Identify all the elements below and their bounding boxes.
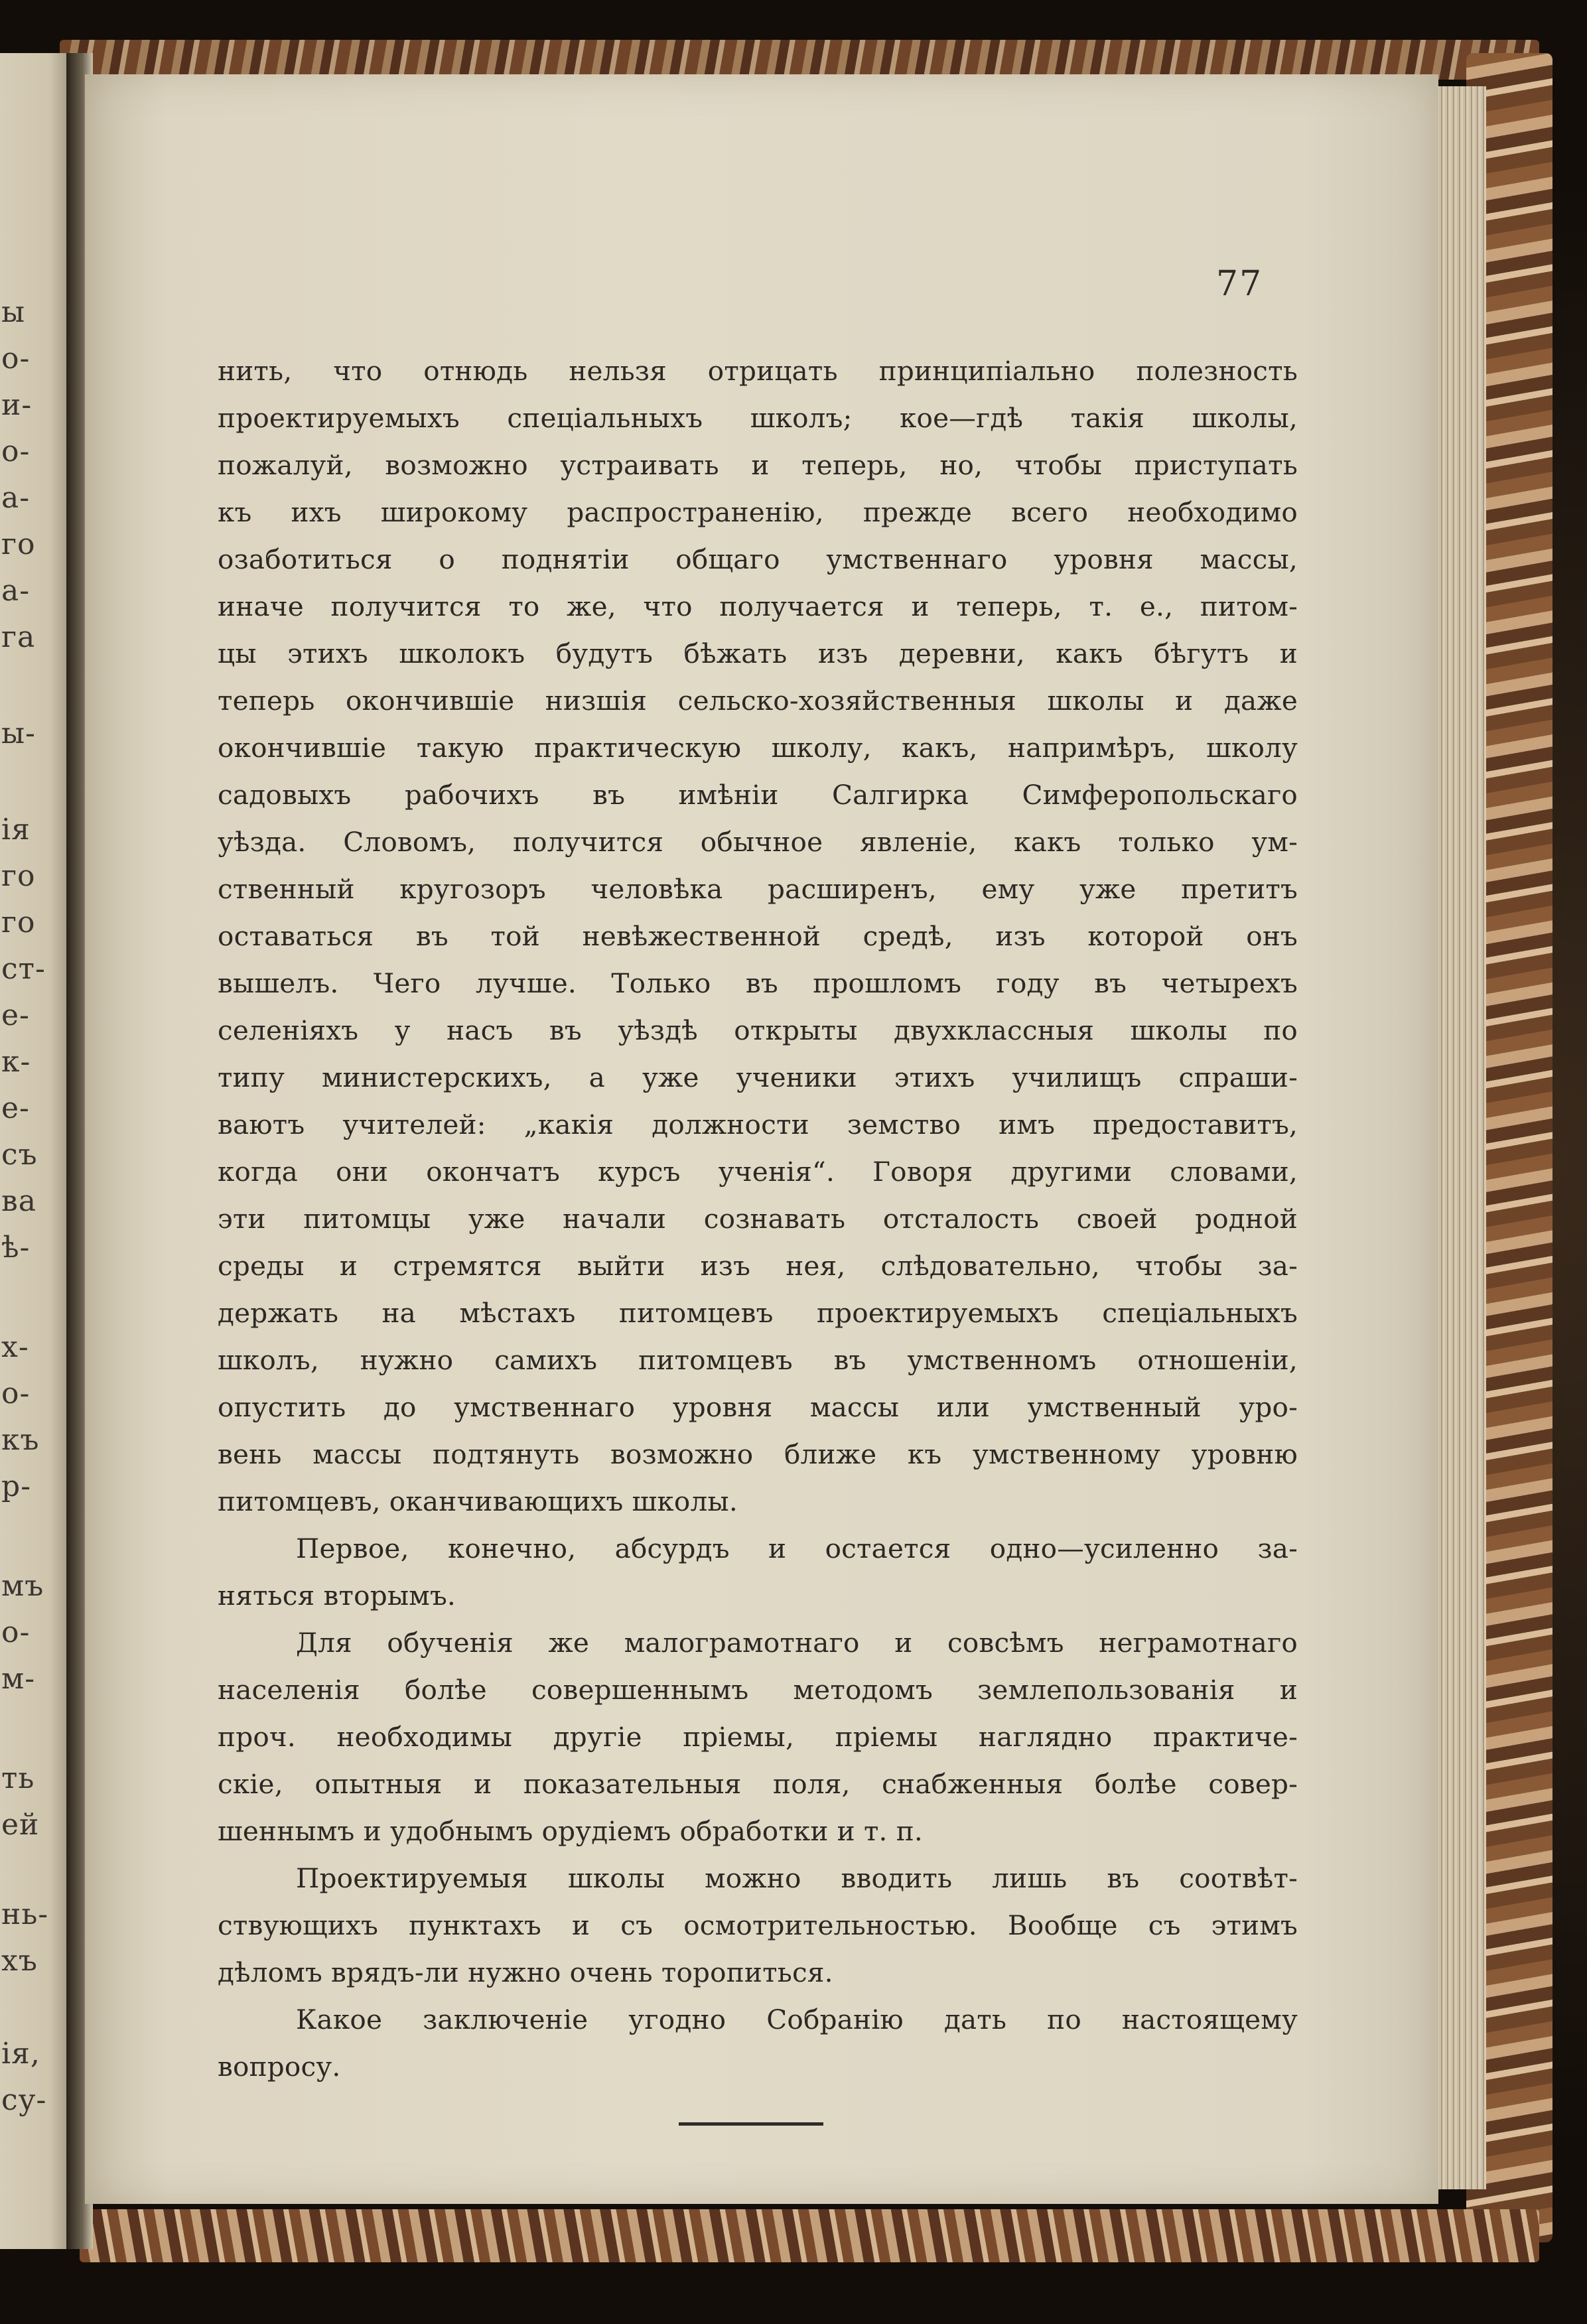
- text-line: дѣломъ врядъ-ли нужно очень торопиться.: [218, 1956, 833, 1988]
- left-page-fragment: р-: [1, 1470, 32, 1503]
- book-cover-bottom-edge: [80, 2209, 1539, 2262]
- left-page-fragment: е-: [1, 1091, 30, 1125]
- text-line: типу министерскихъ, а уже ученики этихъ училищъ спраши-: [218, 1061, 1298, 1093]
- text-line: населенія болѣе совершеннымъ методомъ землепользованія и: [218, 1674, 1298, 1706]
- left-page-fragment: го: [1, 527, 36, 561]
- end-rule: [679, 2122, 823, 2126]
- left-page-fragment: iя: [1, 813, 31, 847]
- text-line: нить, что отнюдь нельзя отрицать принципіально полезность: [218, 355, 1298, 387]
- page-stack-edge: [1433, 86, 1486, 2189]
- text-line: скіе, опытныя и показательныя поля, снабженныя болѣе совер-: [218, 1768, 1298, 1800]
- left-page-fragment: о-: [1, 1377, 31, 1410]
- text-line: иначе получится то же, что получается и теперь, т. е., питом-: [218, 590, 1298, 622]
- left-page-fragment: го: [1, 906, 36, 939]
- text-line: эти питомцы уже начали сознавать отсталость своей родной: [218, 1203, 1298, 1235]
- text-line: опустить до умственнаго уровня массы или умственный уро-: [218, 1391, 1298, 1423]
- left-page-fragment: ва: [1, 1184, 37, 1218]
- page-text: [218, 348, 1298, 2090]
- left-page-fragment: ѣ-: [1, 1231, 31, 1265]
- text-line: питомцевъ, оканчивающихъ школы.: [218, 1485, 738, 1517]
- left-page-fragment: м-: [1, 1662, 36, 1696]
- left-page-fragment: а-: [1, 481, 31, 515]
- left-page-fragment: iя,: [1, 2037, 40, 2071]
- left-facing-page: [0, 53, 72, 2249]
- left-page-fragment: съ: [1, 1138, 38, 1172]
- text-line: няться вторымъ.: [218, 1580, 456, 1611]
- left-page-fragment: ст-: [1, 952, 46, 986]
- text-line: вышелъ. Чего лучше. Только въ прошломъ году въ четырехъ: [218, 967, 1298, 999]
- left-page-fragment: е-: [1, 998, 30, 1032]
- left-page-fragment: хъ: [1, 1944, 38, 1978]
- text-line: ваютъ учителей: „какія должности земство имъ предоставитъ,: [218, 1109, 1298, 1140]
- text-line: проектируемыхъ спеціальныхъ школъ; кое—гдѣ такія школы,: [218, 402, 1298, 434]
- left-page-fragment: ы: [1, 295, 26, 329]
- text-line: среды и стремятся выйти изъ нея, слѣдовательно, чтобы за-: [218, 1250, 1298, 1282]
- text-line: окончившіе такую практическую школу, какъ, напримѣръ, школу: [218, 732, 1298, 764]
- text-line: Проектируемыя школы можно вводить лишь въ соотвѣт-: [296, 1862, 1298, 1894]
- left-page-fragment: га: [1, 620, 36, 654]
- text-line: проч. необходимы другіе пріемы, пріемы наглядно практиче-: [218, 1721, 1298, 1753]
- left-page-fragment: ы-: [1, 717, 36, 750]
- text-line: Какое заключеніе угодно Собранію дать по настоящему: [296, 2004, 1298, 2035]
- left-page-fragment: к-: [1, 1045, 31, 1079]
- left-page-fragment: о-: [1, 1615, 31, 1649]
- text-line: шеннымъ и удобнымъ орудіемъ обработки и т. п.: [218, 1815, 923, 1847]
- left-page-fragment: го: [1, 859, 36, 893]
- left-page-fragment: и-: [1, 388, 33, 422]
- left-page-fragment: ей: [1, 1808, 40, 1842]
- book-cover-top-edge: [60, 40, 1539, 80]
- left-page-fragment: х-: [1, 1330, 29, 1364]
- text-line: оставаться въ той невѣжественной средѣ, изъ которой онъ: [218, 920, 1298, 952]
- text-line: селеніяхъ у насъ въ уѣздѣ открыты двухклассныя школы по: [218, 1014, 1298, 1046]
- page-number: 77: [1216, 264, 1263, 304]
- left-page-fragment: су-: [1, 2083, 47, 2117]
- left-page-fragment: къ: [1, 1423, 40, 1457]
- text-line: къ ихъ широкому распространенію, прежде всего необходимо: [218, 496, 1298, 528]
- left-page-fragment: о-: [1, 342, 31, 376]
- text-line: Для обученія же малограмотнаго и совсѣмъ неграмотнаго: [296, 1627, 1298, 1659]
- text-line: держать на мѣстахъ питомцевъ проектируемыхъ спеціальныхъ: [218, 1297, 1298, 1329]
- left-page-fragment: ть: [1, 1761, 35, 1795]
- text-line: школъ, нужно самихъ питомцевъ въ умственномъ отношеніи,: [218, 1344, 1298, 1376]
- text-line: вопросу.: [218, 2051, 341, 2083]
- text-line: вень массы подтянуть возможно ближе къ умственному уровню: [218, 1438, 1298, 1470]
- left-page-fragment: нь-: [1, 1897, 49, 1931]
- text-line: ствующихъ пунктахъ и съ осмотрительностью. Вообще съ этимъ: [218, 1909, 1298, 1941]
- left-page-fragment: о-: [1, 435, 31, 468]
- left-page-fragment: а-: [1, 574, 31, 608]
- text-line: Первое, конечно, абсурдъ и остается одно—усиленно за-: [296, 1533, 1298, 1564]
- text-line: цы этихъ школокъ будутъ бѣжать изъ деревни, какъ бѣгутъ и: [218, 638, 1298, 669]
- text-line: садовыхъ рабочихъ въ имѣніи Салгирка Симферопольскаго: [218, 779, 1298, 811]
- text-line: ственный кругозоръ человѣка расширенъ, ему уже претитъ: [218, 873, 1298, 905]
- text-line: пожалуй, возможно устраивать и теперь, но, чтобы приступать: [218, 449, 1298, 481]
- book-page: [85, 74, 1438, 2204]
- text-line: уѣзда. Словомъ, получится обычное явленіе, какъ только ум-: [218, 826, 1298, 858]
- text-line: теперь окончившіе низшія сельско-хозяйственныя школы и даже: [218, 685, 1298, 717]
- left-page-fragment: мъ: [1, 1569, 44, 1603]
- text-line: озаботиться о поднятіи общаго умственнаго уровня массы,: [218, 543, 1298, 575]
- text-line: когда они окончатъ курсъ ученія“. Говоря другими словами,: [218, 1156, 1298, 1188]
